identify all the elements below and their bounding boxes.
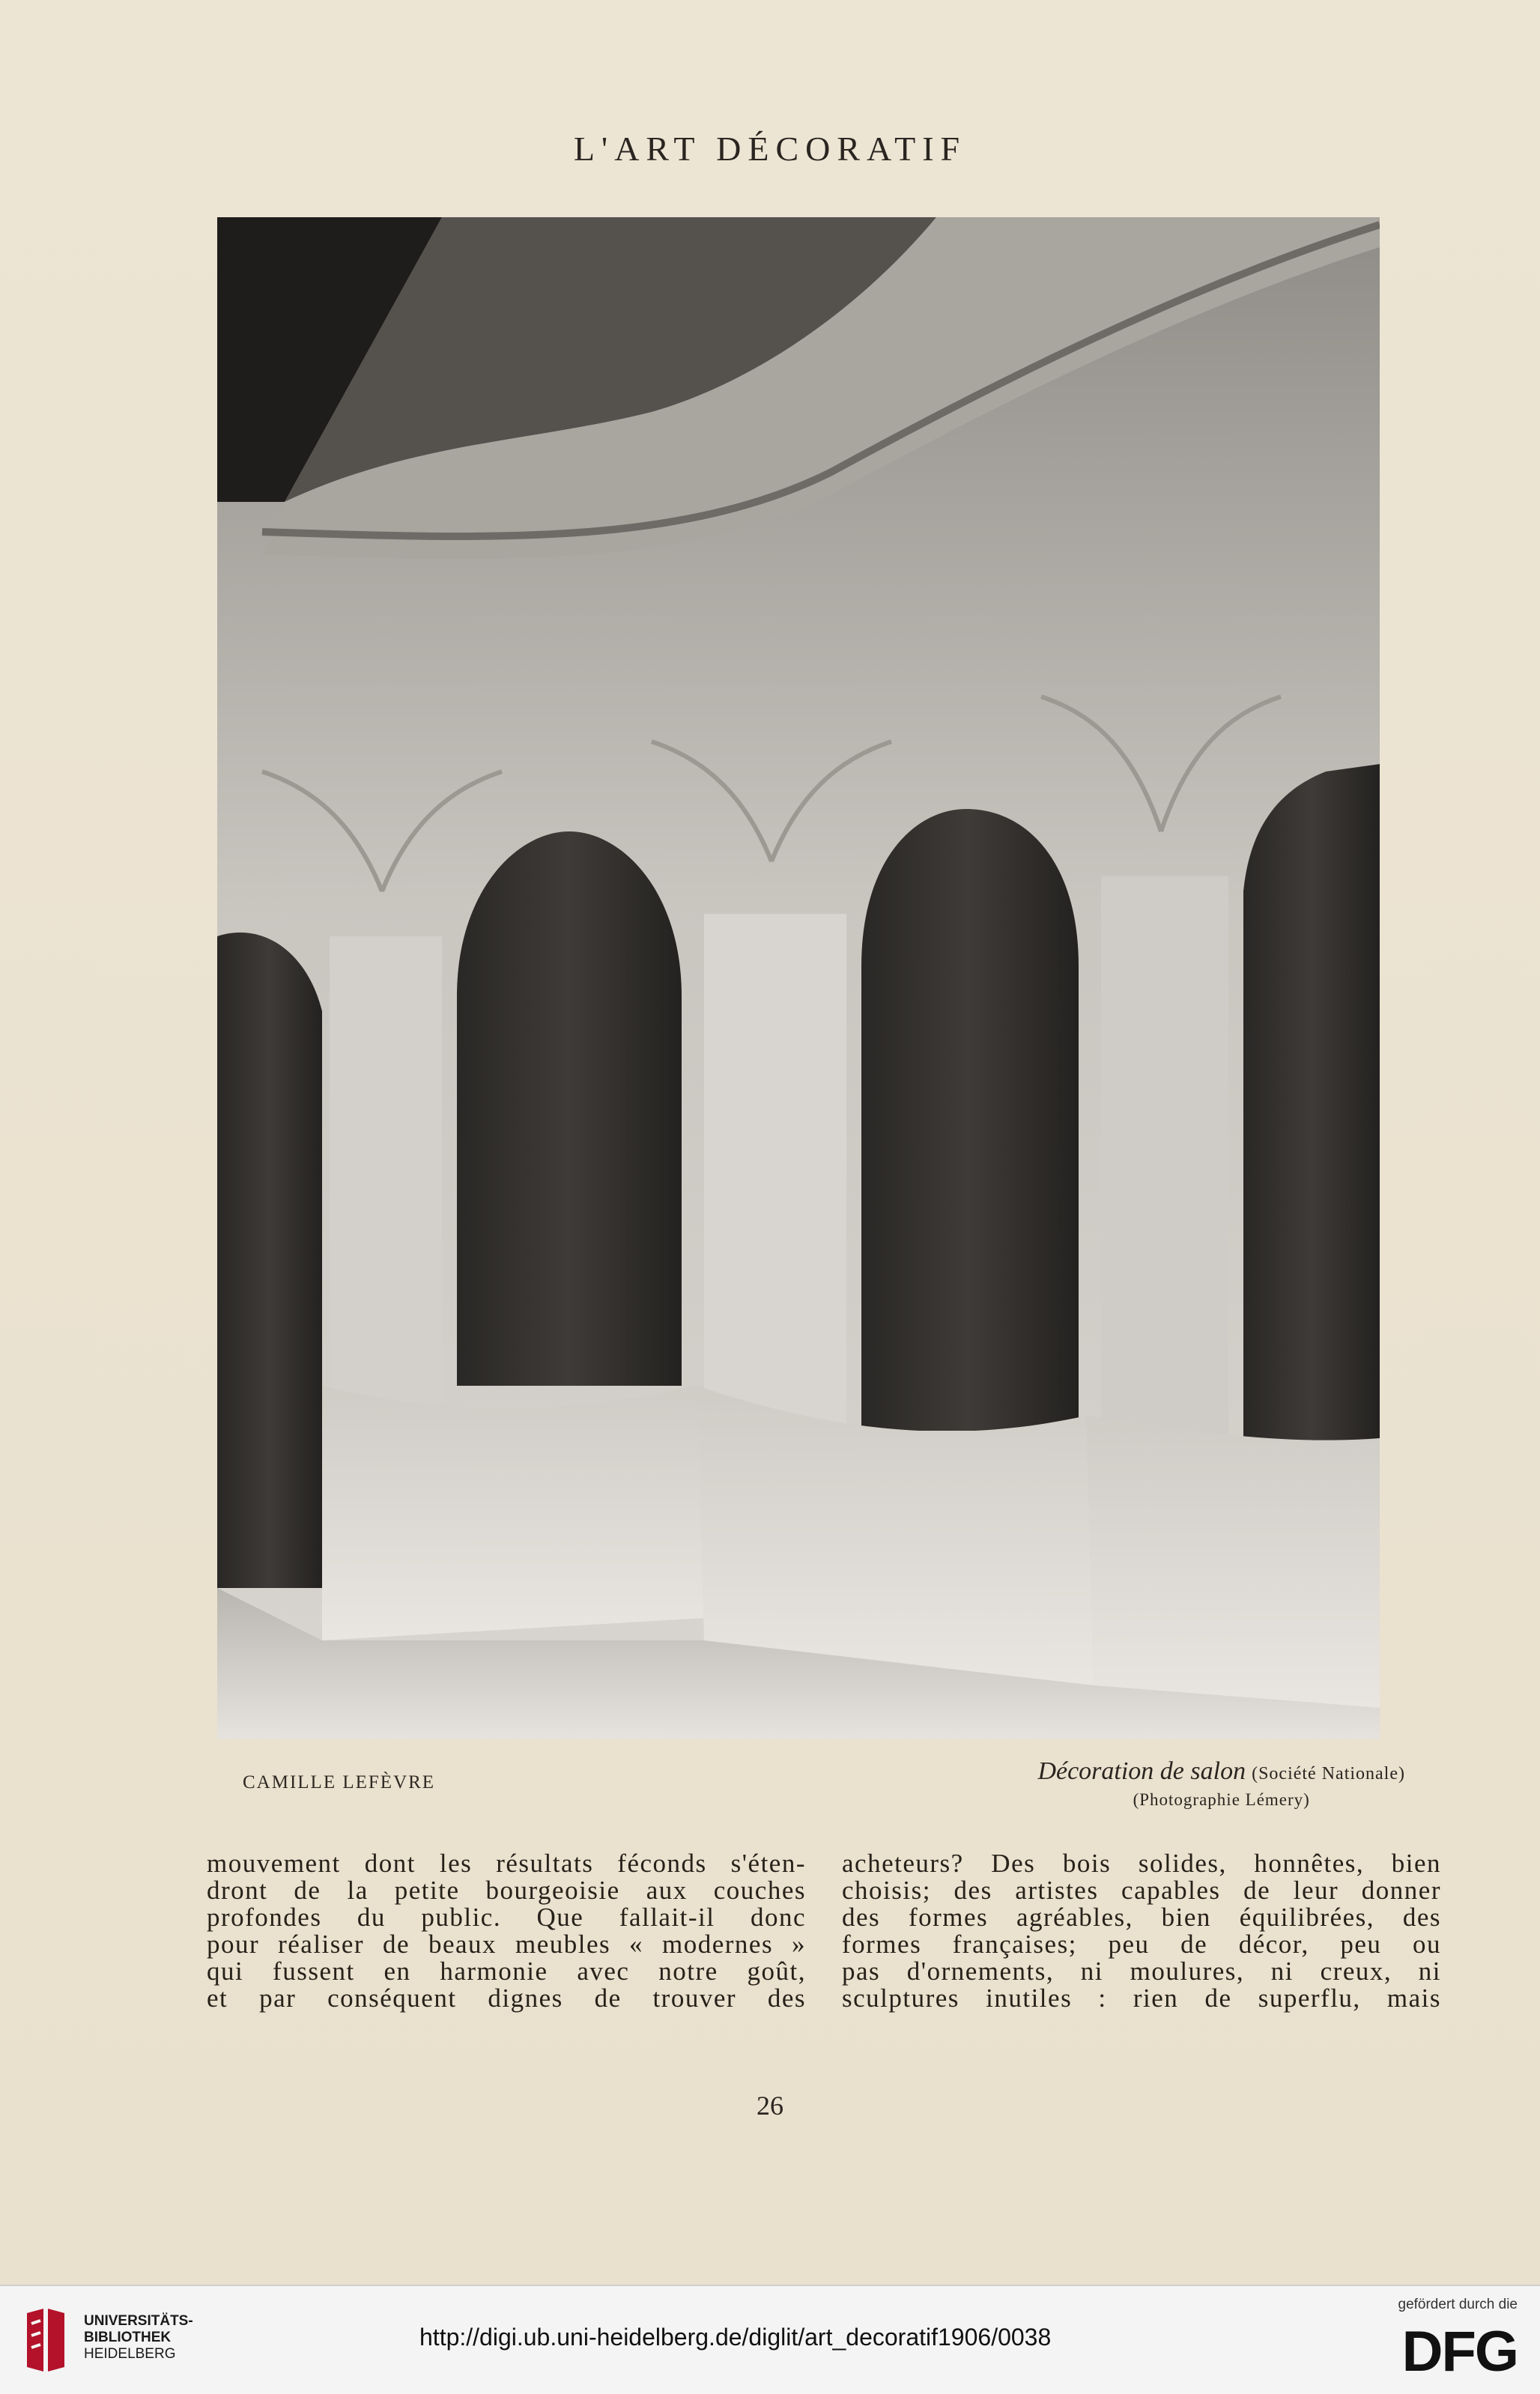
text-line: formes françaises; peu de décor, peu ou: [842, 1930, 1441, 1959]
library-name-line: UNIVERSITÄTS-: [84, 2313, 193, 2329]
text-line: profondes du public. Que fallait-il donc: [207, 1903, 806, 1932]
figure-society: (Société Nationale): [1252, 1764, 1405, 1784]
text-line: sculptures inutiles : rien de superflu, mais: [842, 1984, 1441, 2013]
library-name-line: BIBLIOTHEK: [84, 2330, 172, 2345]
text-line: pas d'ornements, ni moulures, ni creux, ni: [842, 1957, 1441, 1986]
text-line: mouvement dont les résultats féconds s'éten-: [207, 1849, 806, 1878]
text-column-left: [207, 1850, 806, 2012]
text-line: qui fussent en harmonie avec notre goût,: [207, 1957, 806, 1986]
running-title: L'ART DÉCORATIF: [573, 130, 967, 168]
text-line: choisis; des artistes capables de leur donner: [842, 1876, 1441, 1905]
university-library-logo-icon: [21, 2306, 70, 2375]
page-number: 26: [757, 2091, 783, 2121]
text-column-right: [842, 1850, 1441, 2012]
library-name-line: HEIDELBERG: [84, 2346, 176, 2362]
figure-artist: CAMILLE LEFÈVRE: [243, 1772, 436, 1793]
text-line: pour réaliser de beaux meubles « modernes »: [207, 1930, 806, 1959]
dfg-logo: DFG: [1401, 2320, 1518, 2384]
text-line: des formes agréables, bien équilibrées, des: [842, 1903, 1441, 1932]
digitization-footer: [0, 2285, 1540, 2394]
funded-by-label: gefördert durch die: [1398, 2297, 1518, 2312]
text-line: acheteurs? Des bois solides, honnêtes, bien: [842, 1849, 1441, 1878]
salon-photograph: [217, 217, 1380, 1739]
library-name: [84, 2313, 193, 2363]
text-line: dront de la petite bourgeoisie aux couches: [207, 1876, 806, 1905]
text-line: et par conséquent dignes de trouver des: [207, 1984, 806, 2013]
figure-photographer: (Photographie Lémery): [1133, 1790, 1310, 1809]
figure-caption: [1037, 1757, 1405, 1810]
permalink-url[interactable]: http://digi.ub.uni-heidelberg.de/diglit/art_decoratif1906/0038: [419, 2324, 1052, 2351]
figure-title: Décoration de salon: [1037, 1757, 1246, 1785]
